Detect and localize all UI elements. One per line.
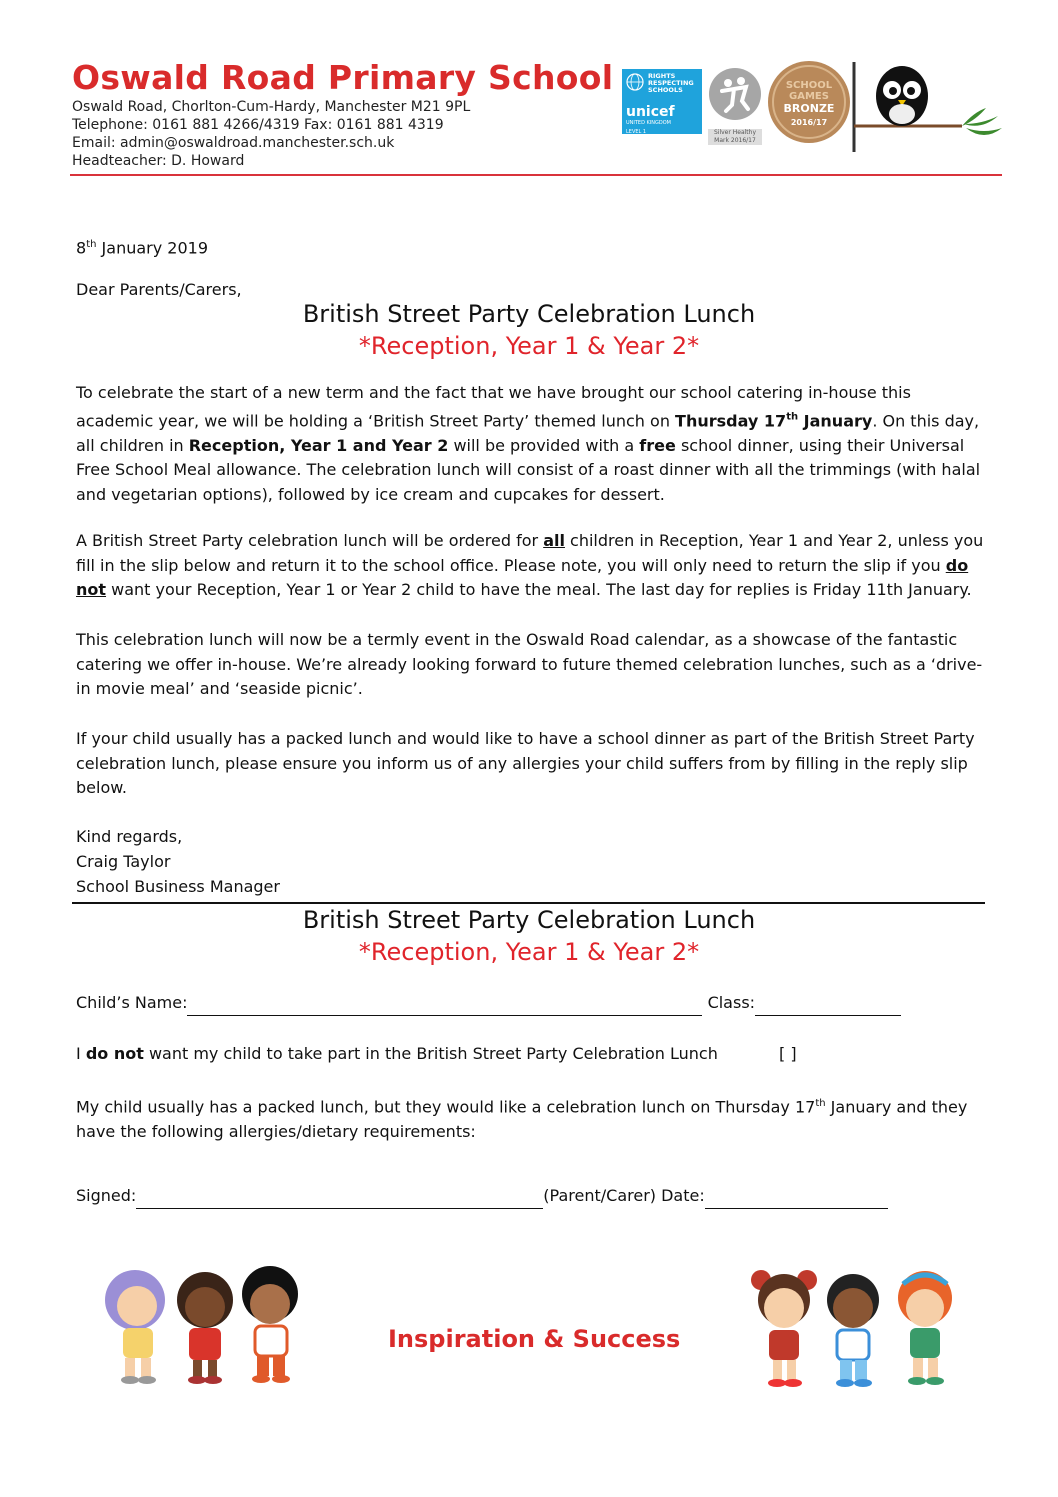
children-illustration-left bbox=[95, 1262, 310, 1387]
unicef-level: LEVEL 1 bbox=[626, 129, 647, 135]
footer-tagline: Inspiration & Success bbox=[388, 1325, 681, 1353]
owl-on-branch-logo bbox=[852, 62, 1006, 154]
unicef-country: UNITED KINGDOM bbox=[626, 120, 671, 126]
headteacher: Headteacher: D. Howard bbox=[72, 153, 245, 169]
signer-role: School Business Manager bbox=[76, 877, 280, 896]
child-name-label: Child’s Name: bbox=[76, 993, 188, 1012]
school-email: Email: admin@oswaldroad.manchester.sch.uk bbox=[72, 135, 395, 151]
signed-label: Signed: bbox=[76, 1186, 137, 1205]
slip-subtitle: *Reception, Year 1 & Year 2* bbox=[358, 938, 700, 966]
school-games-bronze-logo bbox=[767, 60, 851, 144]
games-top-text: SCHOOL GAMES bbox=[785, 80, 833, 102]
school-telephone: Telephone: 0161 881 4266/4319 Fax: 0161 881 4319 bbox=[72, 117, 444, 133]
signature-field[interactable] bbox=[136, 1190, 543, 1209]
school-address: Oswald Road, Chorlton-Cum-Hardy, Manchester M21 9PL bbox=[72, 99, 471, 115]
salutation: Dear Parents/Carers, bbox=[76, 280, 242, 299]
games-year-text: 2016/17 bbox=[790, 118, 828, 127]
school-name: Oswald Road Primary School bbox=[72, 58, 614, 97]
letterhead-rule bbox=[70, 174, 1002, 176]
unicef-word: unicef bbox=[626, 104, 675, 120]
globe-icon bbox=[626, 73, 644, 91]
paragraph-1: To celebrate the start of a new term and the fact that we have brought our school catering in-house this academic year, we will be holding a ‘British Street Party’ themed lunch on Thursday 17th January. On this day, all children in Reception, Year 1 and Year 2 will be provided with a free school dinner, using their Universal Free School Meal allowance. The celebration lunch will consist of a roast dinner with all the trimmings (with halal and vegetarian options), followed by ice cream and cupcakes for dessert. bbox=[76, 383, 981, 505]
date-field[interactable] bbox=[705, 1190, 888, 1209]
unicef-top-text: RIGHTS RESPECTING SCHOOLS bbox=[648, 72, 694, 94]
sport-figures-icon bbox=[708, 67, 762, 123]
paragraph-2: A British Street Party celebration lunch will be ordered for all children in Reception, Year 1 and Year 2, unless you fill in the slip below and return it to the school office. Please note, you will only need to return the slip if you do not want your Reception, Year 1 or Year 2 child to have the meal. The last day for replies is Friday 11th January. bbox=[76, 531, 984, 600]
healthy-mark-caption: Silver Healthy Mark 2016/17 bbox=[708, 129, 762, 145]
optout-checkbox[interactable]: [ ] bbox=[779, 1044, 797, 1063]
class-label: Class: bbox=[707, 993, 756, 1012]
signer-name: Craig Taylor bbox=[76, 852, 171, 871]
paragraph-4: If your child usually has a packed lunch and would like to have a school dinner as part of the British Street Party celebration lunch, please ensure you inform us of any allergies your child suffers from by filling in the reply slip below. bbox=[76, 729, 975, 798]
class-field[interactable] bbox=[755, 997, 901, 1016]
children-illustration-right bbox=[745, 1262, 967, 1392]
signature-row bbox=[76, 1184, 986, 1209]
paragraph-3: This celebration lunch will now be a termly event in the Oswald Road calendar, as a showcase of the fantastic catering we offer in-house. We’re already looking forward to future themed celebration lunches, such as a ‘drive-in movie meal’ and ‘seaside picnic’. bbox=[76, 630, 983, 699]
games-bronze-text: BRONZE bbox=[783, 102, 835, 115]
slip-title: British Street Party Celebration Lunch bbox=[302, 906, 756, 934]
child-name-row bbox=[76, 991, 986, 1016]
unicef-rrs-logo bbox=[622, 69, 702, 134]
letter-title: British Street Party Celebration Lunch bbox=[302, 300, 756, 328]
parent-date-label: (Parent/Carer) Date: bbox=[543, 1186, 705, 1205]
letter-subtitle: *Reception, Year 1 & Year 2* bbox=[358, 332, 700, 360]
optout-row: I do not want my child to take part in the British Street Party Celebration Lunch bbox=[76, 1044, 718, 1063]
child-name-field[interactable] bbox=[187, 997, 702, 1016]
packed-lunch-row: My child usually has a packed lunch, but they would like a celebration lunch on Thursday 17th January and they have the following allergies/dietary requirements: bbox=[76, 1097, 968, 1142]
letter-date: 8th January 2019 bbox=[76, 238, 208, 258]
signoff: Kind regards, bbox=[76, 827, 183, 846]
healthy-mark-logo bbox=[708, 67, 762, 147]
slip-cut-line bbox=[72, 902, 985, 904]
